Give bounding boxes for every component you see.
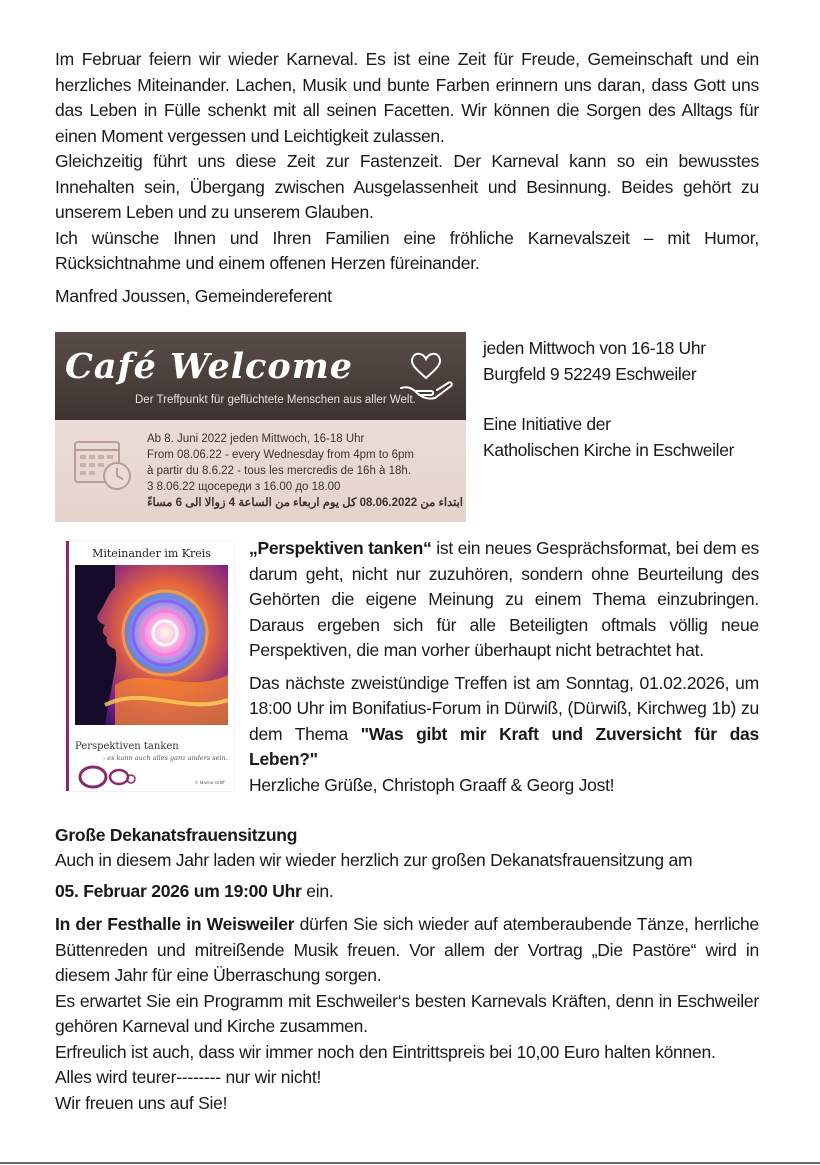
perspektiven-title: „Perspektiven tanken“ [249, 538, 432, 558]
sitzung-date-suffix: ein. [301, 881, 334, 901]
cafe-info-address: Burgfeld 9 52249 Eschweiler [483, 363, 697, 384]
cover-title: Miteinander im Kreis [92, 547, 211, 560]
calendar-clock-icon [73, 436, 135, 492]
sitzung-venue: In der Festhalle in Weisweiler [55, 914, 295, 934]
perspektiven-topic: "Was gibt mir Kraft und Zuversicht für das Leben?" [249, 723, 759, 769]
sitzung-intro-line: Auch in diesem Jahr laden wir wieder herzlich zur großen Dekanatsfrauensitzung am [55, 850, 693, 870]
sitzung-paragraph-price: Erfreulich ist auch, dass wir immer noch den Eintrittspreis bei 10,00 Euro halten können. [55, 1041, 716, 1062]
heart-hand-icon [397, 348, 455, 404]
cafe-info [483, 336, 734, 463]
intro-section [55, 47, 759, 277]
circles-logo-icon [77, 763, 137, 789]
book-cover-image [66, 541, 234, 791]
intro-paragraph-1: Im Februar feiern wir wieder Karneval. Es ist eine Zeit für Freude, Gemeinschaft und ein herzliches Miteinander. Lachen, Musik und bunte Farben erinnern uns daran, dass Gott uns das Leben in Fülle schenkt mit all seinen Facetten. Wir können die Sorgen des Alltags für einen Moment vergessen und Leichtigkeit zulassen. [55, 49, 759, 146]
sitzung-paragraph-program: Es erwartet Sie ein Programm mit Eschweiler‘s besten Karnevals Kräften, denn in Eschweiler gehören Karneval und Kirche zusammen. [55, 990, 759, 1036]
perspektiven-meeting-text: Das nächste zweistündige Treffen ist am Sonntag, 01.02.2026, um 18:00 Uhr im Bonifatius-Forum in Dürwiß, (Dürwiß, Kirchweg 1b) zu dem Thema [249, 672, 759, 744]
intro-signature: Manfred Joussen, Gemeindereferent [55, 286, 332, 306]
cafe-line-ukrainian: 3 8.06.22 щосереди з 16.00 до 18.00 [147, 481, 341, 493]
cover-copyright: © Marina Gräff [195, 780, 225, 785]
cafe-info-church: Katholischen Kirche in Eschweiler [483, 439, 735, 460]
cafe-info-time: jeden Mittwoch von 16-18 Uhr [483, 338, 706, 358]
intro-paragraph-3: Ich wünsche Ihnen und Ihren Familien eine fröhliche Karnevalszeit – mit Humor, Rücksichtnahme und einem offenen Herzen füreinander. [55, 227, 759, 273]
cafe-banner-details [55, 420, 466, 522]
cafe-line-arabic: ابتداء من 08.06.2022 كل يوم اربعاء من الساعة 4 زوالا الى 6 مساءً [147, 497, 463, 509]
sitzung-paragraph-venue [55, 912, 759, 989]
intro-paragraph-2: Gleichzeitig führt uns diese Zeit zur Fastenzeit. Der Karneval kann so ein bewusstes Innehalten sein, Übergang zwischen Ausgelassenheit und Besinnung. Beides gehört zu unserem Leben und zu unserem Glauben. [55, 151, 759, 222]
cafe-welcome-banner [55, 332, 466, 522]
cafe-info-initiative: Eine Initiative der [483, 414, 611, 434]
cover-tagline: - es kann auch alles ganz anders sein. [103, 754, 228, 762]
sitzung-date-line [55, 879, 333, 905]
perspektiven-paragraph-1 [249, 536, 759, 664]
cover-artwork [75, 565, 228, 725]
perspektiven-intro-text: ist ein neues Gesprächsformat, bei dem es darum geht, nicht nur zuzuhören, sondern ohne Beurteilung des Gehörten die eigene Meinung zu einem Thema einzubringen. Daraus ergeben sich für alle Beteiligten oftmals völlig neue Perspektiven, die man vorher überhaupt nicht betrachtet hat. [249, 538, 759, 660]
cafe-line-french: à partir du 8.6.22 - tous les mercredis de 16h à 18h. [147, 465, 412, 477]
cafe-subtitle: Der Treffpunkt für geflüchtete Menschen aus aller Welt. [135, 394, 416, 406]
sitzung-venue-text: dürfen Sie sich wieder auf atemberaubende Tänze, herrliche Büttenreden und mitreißende Musik freuen. Vor allem der Vortrag „Die Pastöre“ wird in diesem Jahr für eine Überraschung sorgen. [55, 914, 759, 985]
cafe-schedule-text [147, 431, 463, 511]
sitzung-paragraph-closing: Wir freuen uns auf Sie! [55, 1092, 228, 1113]
perspektiven-paragraph-2 [249, 671, 759, 773]
sitzung-details [55, 912, 759, 1116]
cafe-title: Café Welcome [65, 346, 354, 387]
cover-subtitle: Perspektiven tanken [75, 741, 179, 752]
perspektiven-section [249, 536, 759, 798]
cafe-line-english: From 08.06.22 - every Wednesday from 4pm to 6pm [147, 449, 414, 461]
sitzung-heading: Große Dekanatsfrauensitzung [55, 825, 298, 845]
perspektiven-greeting: Herzliche Grüße, Christoph Graaff & Georg Jost! [249, 774, 615, 795]
cafe-line-german: Ab 8. Juni 2022 jeden Mittwoch, 16-18 Uhr [147, 433, 365, 445]
cafe-banner-header [55, 332, 466, 420]
sitzung-paragraph-slogan: Alles wird teurer-------- nur wir nicht! [55, 1067, 322, 1087]
page-bottom-divider [0, 1162, 820, 1164]
sitzung-date: 05. Februar 2026 um 19:00 Uhr [55, 881, 302, 901]
